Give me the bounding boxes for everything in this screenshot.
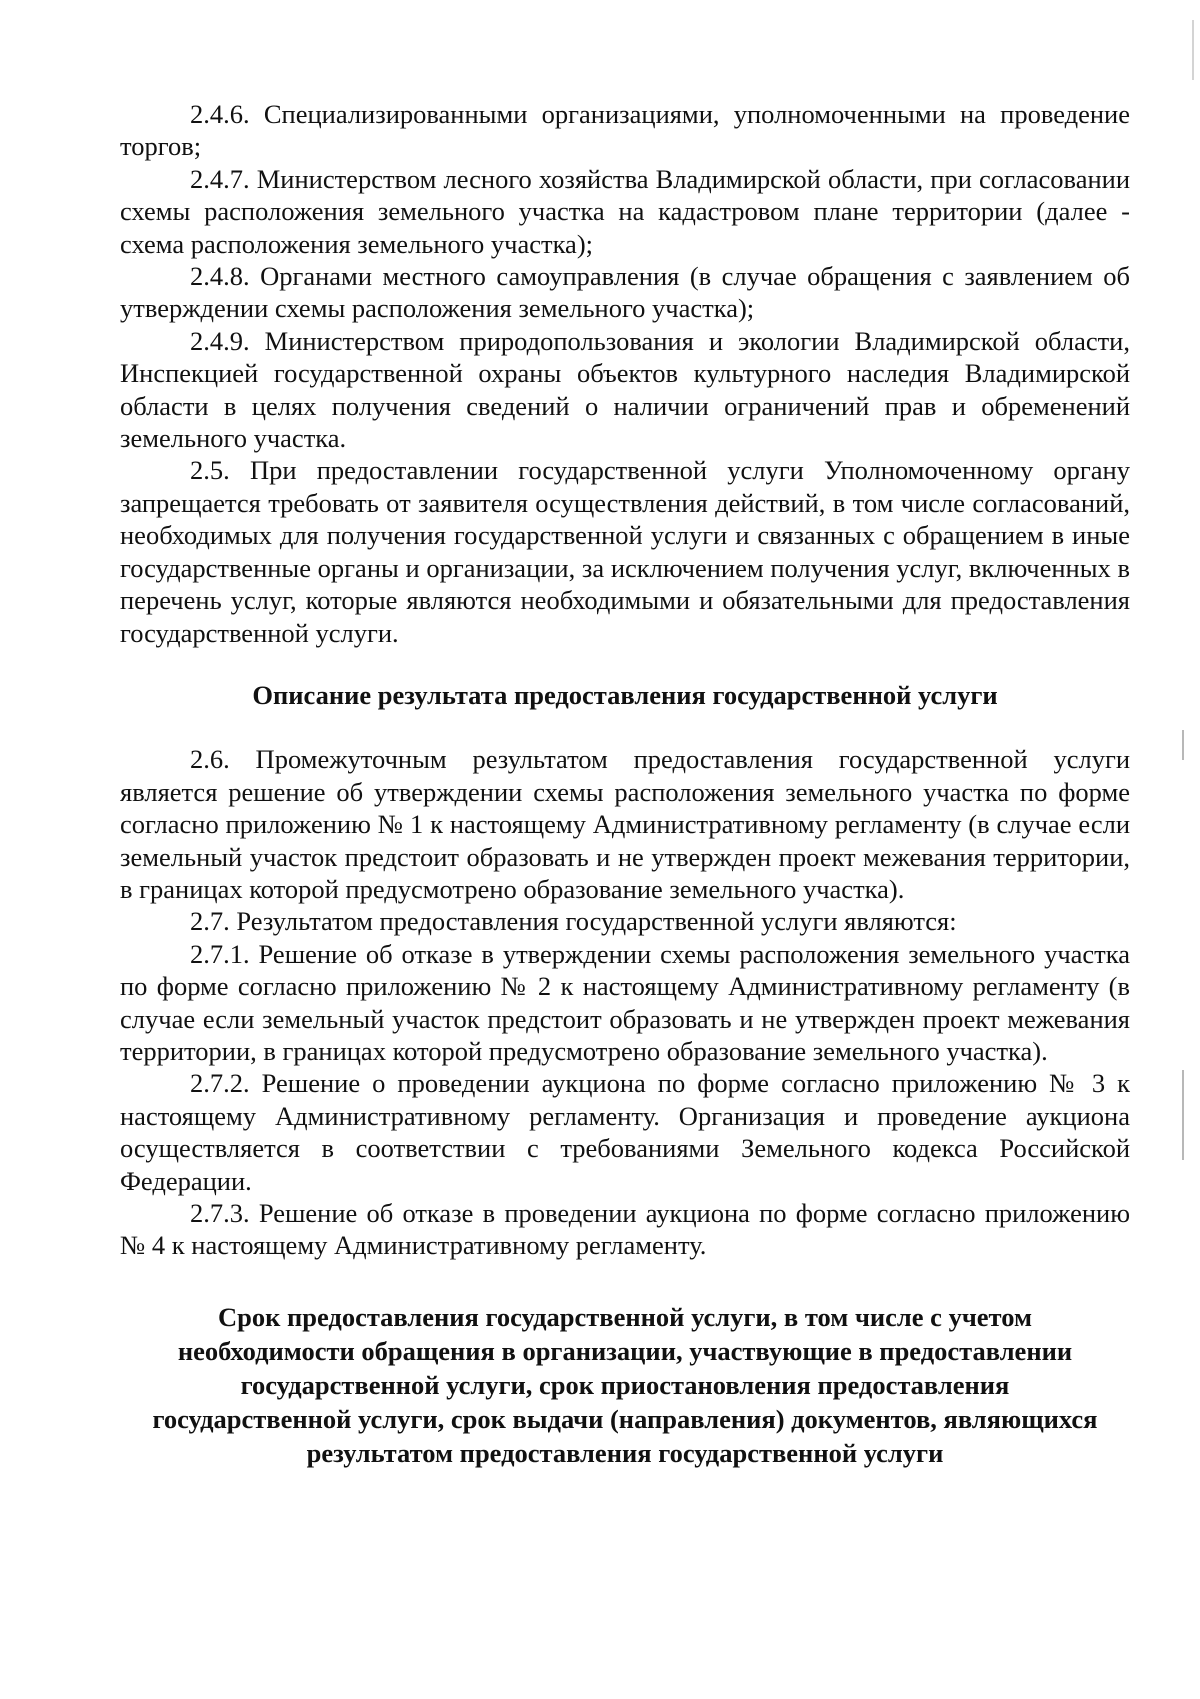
paragraph-2-6: 2.6. Промежуточным результатом предоставления государственной услуги является решение об утверждении схемы расположения земельного участка по форме согласно приложению № 1 к настоящему Административному регламенту (в случае если земельный участок предстоит образовать и не утвержден проект межевания территории, в границах которой предусмотрено образование земельного участка). — [120, 744, 1130, 904]
document-page — [120, 98, 1130, 1470]
scan-artifact — [1192, 20, 1194, 80]
paragraph-2-5: 2.5. При предоставлении государственной услуги Уполномоченному органу запрещается требовать от заявителя осуществления действий, в том числе согласований, необходимых для получения государственной услуги и связанных с обращением в иные государственные органы и организации, за исключением получения услуг, включенных в перечень услуг, которые являются необходимыми и обязательными для предоставления государственной услуги. — [120, 455, 1130, 648]
paragraph-2-4-6: 2.4.6. Специализированными организациями, уполномоченными на проведение торгов; — [120, 99, 1130, 162]
paragraph-2-4-8: 2.4.8. Органами местного самоуправления (в случае обращения с заявлением об утверждении схемы расположения земельного участка); — [120, 261, 1130, 324]
paragraph-2-7-3: 2.7.3. Решение об отказе в проведении аукциона по форме согласно приложению № 4 к настоящему Административному регламенту. — [120, 1198, 1130, 1261]
heading-term-line: Срок предоставления государственной услуги, в том числе с учетом — [217, 1301, 1032, 1332]
paragraph-2-4-7: 2.4.7. Министерством лесного хозяйства Владимирской области, при согласовании схемы расположения земельного участка на кадастровом плане территории (далее - схема расположения земельного участка); — [120, 163, 1130, 259]
heading-term-line: результатом предоставления государственной услуги — [306, 1437, 944, 1468]
paragraph-2-4-9: 2.4.9. Министерством природопользования и экологии Владимирской области, Инспекцией государственной охраны объектов культурного наследия Владимирской области в целях получения сведений о наличии ограничений прав и обременений земельного участка. — [120, 325, 1130, 454]
heading-term-line: государственной услуги, срок приостановления предоставления — [240, 1369, 1010, 1400]
heading-term-line: государственной услуги, срок выдачи (направления) документов, являющихся — [152, 1403, 1098, 1434]
paragraph-2-7-2: 2.7.2. Решение о проведении аукциона по форме согласно приложению № 3 к настоящему Административному регламенту. Организация и проведение аукциона осуществляется в соответствии с требованиями Земельного кодекса Российской Федерации. — [120, 1068, 1130, 1196]
paragraph-2-7: 2.7. Результатом предоставления государственной услуги являются: — [190, 906, 957, 937]
heading-term-line: необходимости обращения в организации, участвующие в предоставлении — [177, 1335, 1073, 1366]
paragraph-2-7-1: 2.7.1. Решение об отказе в утверждении схемы расположения земельного участка по форме согласно приложению № 2 к настоящему Административному регламенту (в случае если земельный участок предстоит образовать и не утвержден проект межевания территории, в границах которой предусмотрено образование земельного участка). — [120, 938, 1130, 1066]
scan-artifact — [1182, 730, 1184, 760]
section-heading-term — [120, 1300, 1130, 1470]
scan-artifact — [1182, 1070, 1184, 1160]
section-heading-result: Описание результата предоставления государственной услуги — [252, 679, 998, 710]
